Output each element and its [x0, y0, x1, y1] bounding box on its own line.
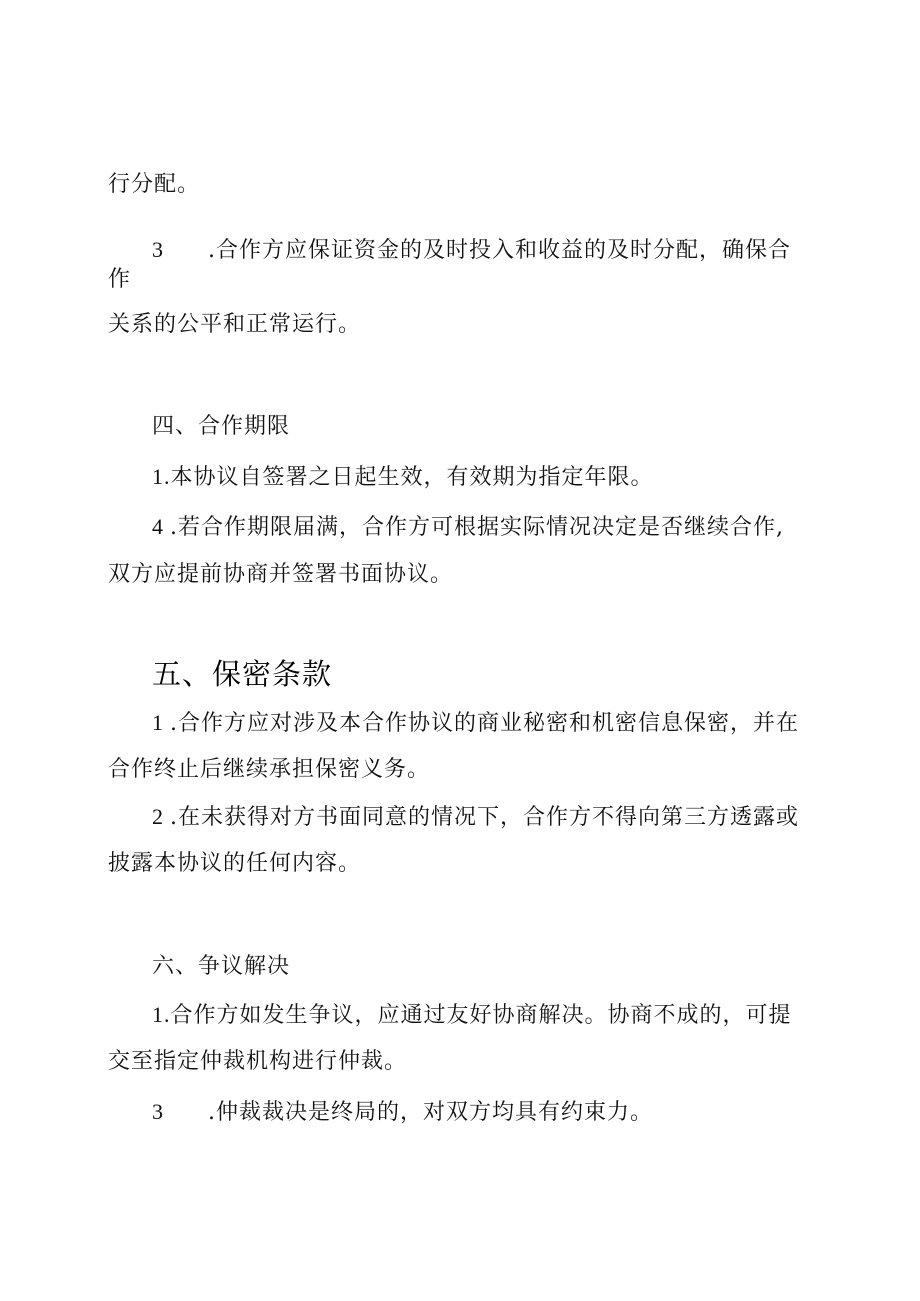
section-heading	[152, 412, 290, 442]
paragraph-line	[108, 755, 430, 785]
paragraph-line	[108, 310, 361, 340]
item-text: 合作方如发生争议，应通过友好协商解决。协商不成的，可提	[170, 1003, 792, 1028]
text: 双方应提前协商并签署书面协议。	[108, 562, 454, 587]
item-number: 3	[152, 1099, 164, 1124]
item-number: 2	[152, 804, 164, 829]
item-number: 1.	[152, 464, 171, 489]
list-item-1	[152, 708, 799, 739]
text: 关系的公平和正常运行。	[108, 312, 362, 337]
heading-text: 六、争议解决	[152, 954, 291, 979]
text: 披露本协议的任何内容。	[108, 851, 362, 876]
item-text: .仲裁裁决是终局的，对双方均具有约束力。	[208, 1100, 653, 1125]
list-item-3	[152, 1097, 653, 1128]
section-heading-large	[152, 656, 332, 692]
item-text: 本协议自签署之日起生效，有效期为指定年限。	[170, 465, 654, 490]
item-number: 3	[152, 237, 164, 262]
item-text: .在未获得对方书面同意的情况下，合作方不得向第三方透露或	[170, 805, 799, 830]
text: 交至指定仲裁机构进行仲裁。	[108, 1049, 408, 1074]
section-heading	[152, 952, 290, 982]
heading-text: 四、合作期限	[152, 414, 291, 439]
list-item-3	[152, 235, 791, 266]
list-item-1	[152, 462, 654, 493]
item-text: .若合作期限届满，合作方可根据实际情况决定是否继续合作,	[170, 515, 784, 540]
item-number: 1.	[152, 1002, 171, 1027]
list-item-1	[152, 1000, 792, 1031]
list-item-2	[152, 802, 799, 833]
list-item-4	[152, 512, 784, 543]
text: 作	[108, 267, 132, 292]
item-text: .合作方应对涉及本合作协议的商业秘密和机密信息保密，并在	[170, 711, 799, 736]
item-text: .合作方应保证资金的及时投入和收益的及时分配，确保合	[208, 238, 791, 263]
paragraph-line	[108, 265, 131, 295]
item-number: 4	[152, 514, 164, 539]
paragraph-line	[108, 560, 453, 590]
paragraph-line	[108, 170, 200, 200]
text: 行分配。	[108, 172, 201, 197]
paragraph-line	[108, 849, 361, 879]
text: 合作终止后继续承担保密义务。	[108, 757, 431, 782]
item-number: 1	[152, 710, 164, 735]
heading-text: 五、保密条款	[152, 657, 333, 691]
paragraph-line	[108, 1047, 407, 1077]
